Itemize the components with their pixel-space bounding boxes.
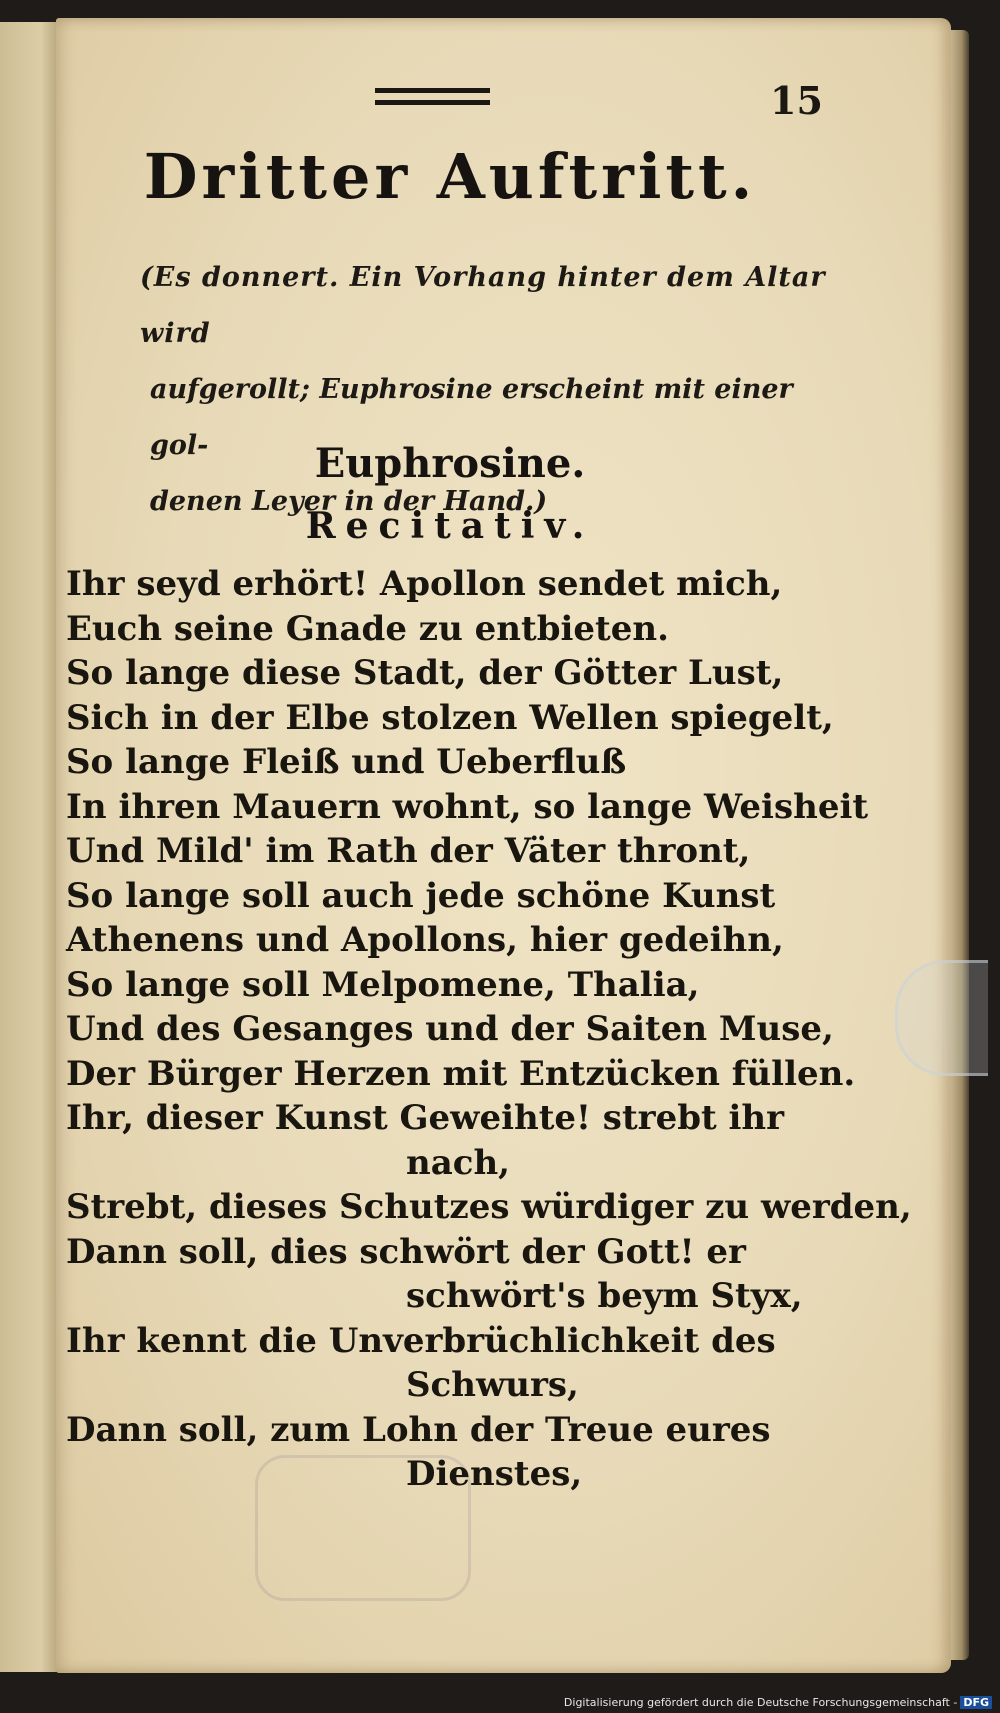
- verse-line: In ihren Mauern wohnt, so lange Weisheit: [66, 786, 869, 827]
- verse-line: Und des Gesanges und der Saiten Muse,: [66, 1009, 834, 1049]
- verse-line: Und Mild' im Rath der Väter thront,: [66, 831, 751, 871]
- facing-page-edge: [0, 22, 60, 1672]
- verse-line: Ihr, dieser Kunst Geweihte! strebt ihr: [66, 1098, 785, 1138]
- verse-line: Ihr seyd erhört! Apollon sendet mich,: [66, 564, 783, 604]
- speaker-name: Euphrosine.: [314, 440, 586, 487]
- verse-text: [66, 562, 912, 1497]
- verse-line: Strebt, dieses Schutzes würdiger zu werden,: [66, 1187, 912, 1227]
- footer-text: Digitalisierung gefördert durch die Deutsche Forschungsgemeinschaft -: [563, 1696, 958, 1709]
- verse-line: So lange soll Melpomene, Thalia,: [66, 964, 700, 1005]
- digitization-footer: [564, 1696, 992, 1709]
- verse-line: So lange diese Stadt, der Götter Lust,: [66, 653, 784, 693]
- verse-line: Athenens und Apollons, hier gedeihn,: [66, 920, 784, 960]
- verse-line: Sich in der Elbe stolzen Wellen spiegelt,: [66, 697, 834, 738]
- verse-line: So lange soll auch jede schöne Kunst: [66, 875, 776, 916]
- verse-line: Dienstes,: [406, 1454, 583, 1494]
- header-rule-top: [375, 88, 490, 93]
- stage-direction-line: (Es donnert. Ein Vorhang hinter dem Altar wird: [140, 262, 826, 349]
- dfg-logo: DFG: [960, 1696, 992, 1709]
- verse-line: schwört's beym Styx,: [406, 1276, 803, 1316]
- section-heading: Recitativ.: [305, 505, 595, 547]
- verse-line: Schwurs,: [406, 1365, 579, 1405]
- verse-line: Dann soll, zum Lohn der Treue eures: [66, 1409, 771, 1450]
- stage-direction-line: denen Leyer in der Hand.): [150, 486, 548, 517]
- header-rule-bottom: [375, 100, 490, 105]
- verse-line: Ihr kennt die Unverbrüchlichkeit des: [66, 1320, 776, 1361]
- verse-line: Euch seine Gnade zu entbieten.: [66, 608, 669, 649]
- verse-line: Dann soll, dies schwört der Gott! er: [66, 1231, 746, 1272]
- stage-direction-line: aufgerollt; Euphrosine erscheint mit einer gol-: [150, 374, 793, 461]
- page-edge-shadow: [951, 30, 969, 1660]
- verse-line: nach,: [406, 1142, 511, 1183]
- verse-line: Der Bürger Herzen mit Entzücken füllen.: [66, 1053, 856, 1094]
- page-number: 15: [770, 78, 823, 123]
- verse-line: So lange Fleiß und Ueberfluß: [66, 742, 627, 782]
- page-clip: [895, 960, 988, 1076]
- scene-title: Dritter Auftritt.: [143, 140, 757, 213]
- stage-direction: [140, 250, 830, 530]
